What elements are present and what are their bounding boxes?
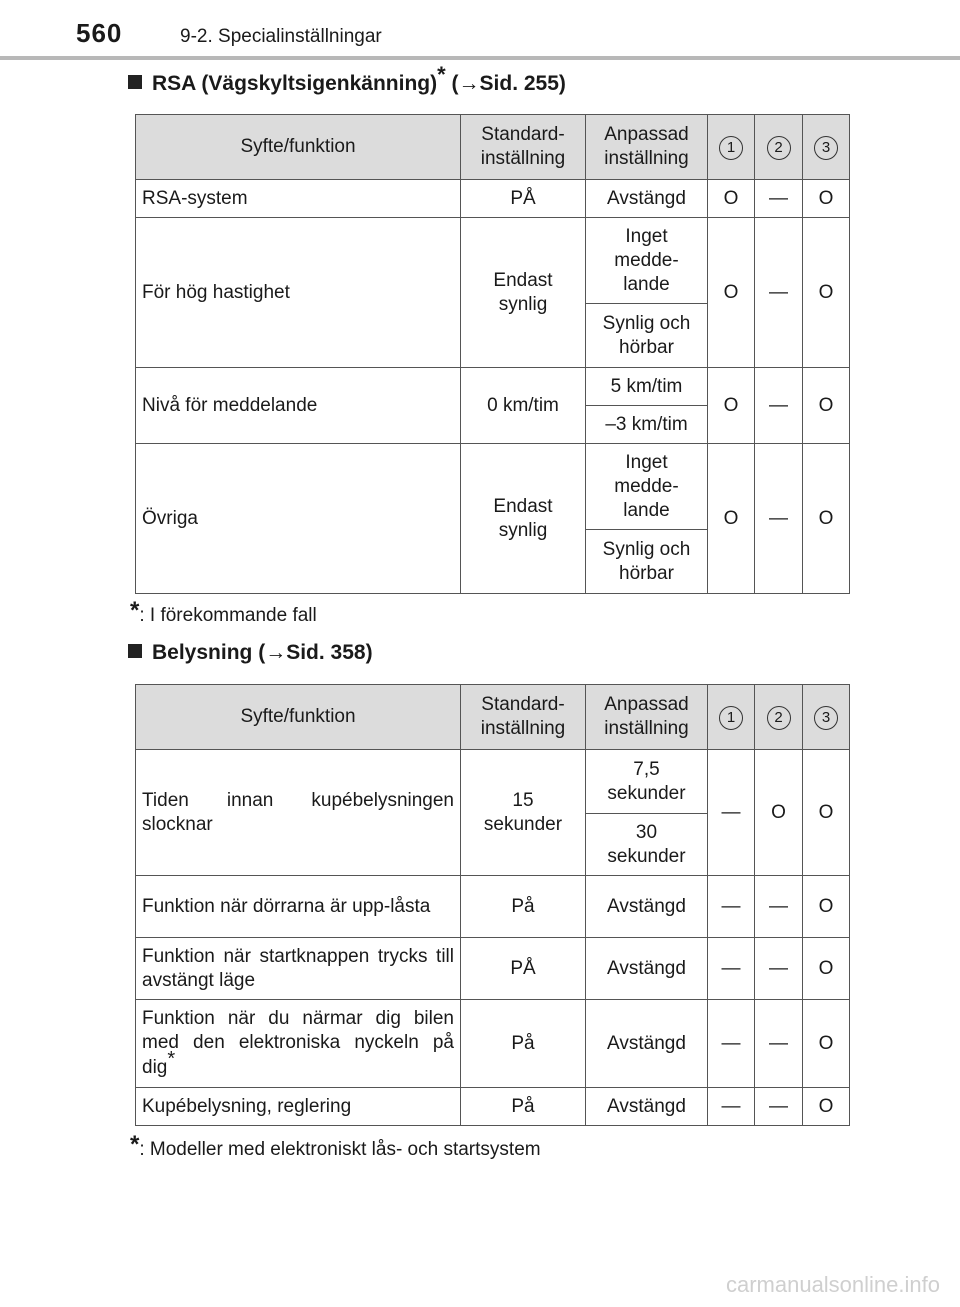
- page-header: [0, 0, 960, 64]
- header-rule: [0, 56, 960, 60]
- rsa-heading-star: *: [437, 62, 446, 87]
- footnote-text: : Modeller med elektroniskt lås- och startsystem: [139, 1139, 541, 1160]
- rsa-footnote: [130, 597, 317, 628]
- watermark: carmanualsonline.info: [725, 1272, 940, 1297]
- cell-function: Funktion när startknappen trycks till avstängt läge: [136, 938, 461, 1000]
- cell-custom: 7,5 sekunder: [586, 750, 708, 814]
- col-header-2: [755, 115, 803, 180]
- col-header-1: [708, 115, 755, 180]
- table-row: [136, 218, 850, 304]
- cell-default: Endast synlig: [461, 218, 586, 368]
- cell-custom: Inget medde- lande: [586, 218, 708, 304]
- circled-3-icon: 3: [814, 706, 838, 730]
- cell-custom: 30 sekunder: [586, 814, 708, 876]
- cell-c2: —: [755, 368, 803, 444]
- square-bullet-icon: [128, 644, 142, 658]
- table-header-row: [136, 685, 850, 750]
- cell-default: 0 km/tim: [461, 368, 586, 444]
- col-header-function: Syfte/funktion: [136, 685, 461, 750]
- circled-1-icon: 1: [719, 706, 743, 730]
- cell-function: Funktion när dörrarna är upp-låsta: [136, 876, 461, 938]
- footnote-star: *: [130, 597, 140, 624]
- cell-default: PÅ: [461, 938, 586, 1000]
- table-row: [136, 1088, 850, 1126]
- rsa-heading-ref: (→Sid. 255): [451, 72, 566, 95]
- cell-c2: —: [755, 1000, 803, 1088]
- cell-function: RSA-system: [136, 180, 461, 218]
- col-header-function: Syfte/funktion: [136, 115, 461, 180]
- cell-c2: —: [755, 876, 803, 938]
- cell-c2: —: [755, 1088, 803, 1126]
- cell-c1: —: [708, 750, 755, 876]
- table-row: [136, 876, 850, 938]
- cell-c2: —: [755, 444, 803, 594]
- cell-c3: O: [803, 368, 850, 444]
- cell-default: På: [461, 876, 586, 938]
- cell-custom: Synlig och hörbar: [586, 304, 708, 368]
- circled-3-icon: 3: [814, 136, 838, 160]
- footnote-text: : I förekommande fall: [139, 605, 317, 626]
- page-number: 560: [76, 18, 123, 48]
- table-row: [136, 938, 850, 1000]
- belysning-heading: [128, 641, 373, 665]
- table-row: [136, 180, 850, 218]
- cell-custom: Synlig och hörbar: [586, 530, 708, 594]
- cell-function: Tiden innan kupébelysningen slocknar: [136, 750, 461, 876]
- circled-2-icon: 2: [767, 136, 791, 160]
- cell-default: På: [461, 1088, 586, 1126]
- cell-c3: O: [803, 938, 850, 1000]
- col-header-default: Standard- inställning: [461, 685, 586, 750]
- cell-function: Kupébelysning, reglering: [136, 1088, 461, 1126]
- cell-default: 15 sekunder: [461, 750, 586, 876]
- square-bullet-icon: [128, 75, 142, 89]
- cell-custom: Inget medde- lande: [586, 444, 708, 530]
- cell-c3: O: [803, 1000, 850, 1088]
- cell-custom: Avstängd: [586, 1088, 708, 1126]
- cell-custom: Avstängd: [586, 180, 708, 218]
- table-row: [136, 1000, 850, 1088]
- cell-custom: Avstängd: [586, 876, 708, 938]
- cell-custom: Avstängd: [586, 1000, 708, 1088]
- col-header-3: [803, 115, 850, 180]
- cell-c2: —: [755, 938, 803, 1000]
- belysning-heading-text: Belysning: [152, 641, 253, 664]
- cell-c2: —: [755, 180, 803, 218]
- circled-1-icon: 1: [719, 136, 743, 160]
- cell-function: För hög hastighet: [136, 218, 461, 368]
- function-star: *: [167, 1048, 176, 1070]
- cell-c1: —: [708, 938, 755, 1000]
- cell-function: Övriga: [136, 444, 461, 594]
- cell-c3: O: [803, 218, 850, 368]
- cell-c3: O: [803, 876, 850, 938]
- section-title: 9-2. Specialinställningar: [180, 26, 382, 47]
- cell-c1: O: [708, 444, 755, 594]
- table-row: [136, 368, 850, 406]
- cell-default: PÅ: [461, 180, 586, 218]
- cell-c3: O: [803, 1088, 850, 1126]
- cell-c3: O: [803, 444, 850, 594]
- col-header-custom: Anpassad inställning: [586, 115, 708, 180]
- col-header-default: Standard- inställning: [461, 115, 586, 180]
- belysning-footnote: [130, 1131, 541, 1162]
- cell-function: Nivå för meddelande: [136, 368, 461, 444]
- cell-c1: —: [708, 1000, 755, 1088]
- cell-default: Endast synlig: [461, 444, 586, 594]
- footnote-star: *: [130, 1131, 140, 1158]
- cell-function: [136, 1000, 461, 1088]
- cell-c3: O: [803, 750, 850, 876]
- table-row: [136, 750, 850, 814]
- cell-custom: –3 km/tim: [586, 406, 708, 444]
- col-header-1: [708, 685, 755, 750]
- cell-c2: O: [755, 750, 803, 876]
- table-row: [136, 444, 850, 530]
- cell-custom: Avstängd: [586, 938, 708, 1000]
- function-text: Funktion när du närmar dig bilen med den elektroniska nyckeln på dig: [142, 1008, 454, 1078]
- rsa-table: [135, 114, 850, 594]
- cell-c1: —: [708, 876, 755, 938]
- belysning-heading-ref: (→Sid. 358): [258, 641, 373, 664]
- cell-c1: O: [708, 218, 755, 368]
- cell-c1: —: [708, 1088, 755, 1126]
- col-header-3: [803, 685, 850, 750]
- belysning-table: [135, 684, 850, 1126]
- rsa-heading: [128, 62, 566, 96]
- circled-2-icon: 2: [767, 706, 791, 730]
- col-header-2: [755, 685, 803, 750]
- col-header-custom: Anpassad inställning: [586, 685, 708, 750]
- rsa-heading-text: RSA (Vägskyltsigenkänning): [152, 72, 438, 95]
- cell-c2: —: [755, 218, 803, 368]
- cell-c1: O: [708, 180, 755, 218]
- cell-c1: O: [708, 368, 755, 444]
- cell-default: På: [461, 1000, 586, 1088]
- table-header-row: [136, 115, 850, 180]
- cell-custom: 5 km/tim: [586, 368, 708, 406]
- cell-c3: O: [803, 180, 850, 218]
